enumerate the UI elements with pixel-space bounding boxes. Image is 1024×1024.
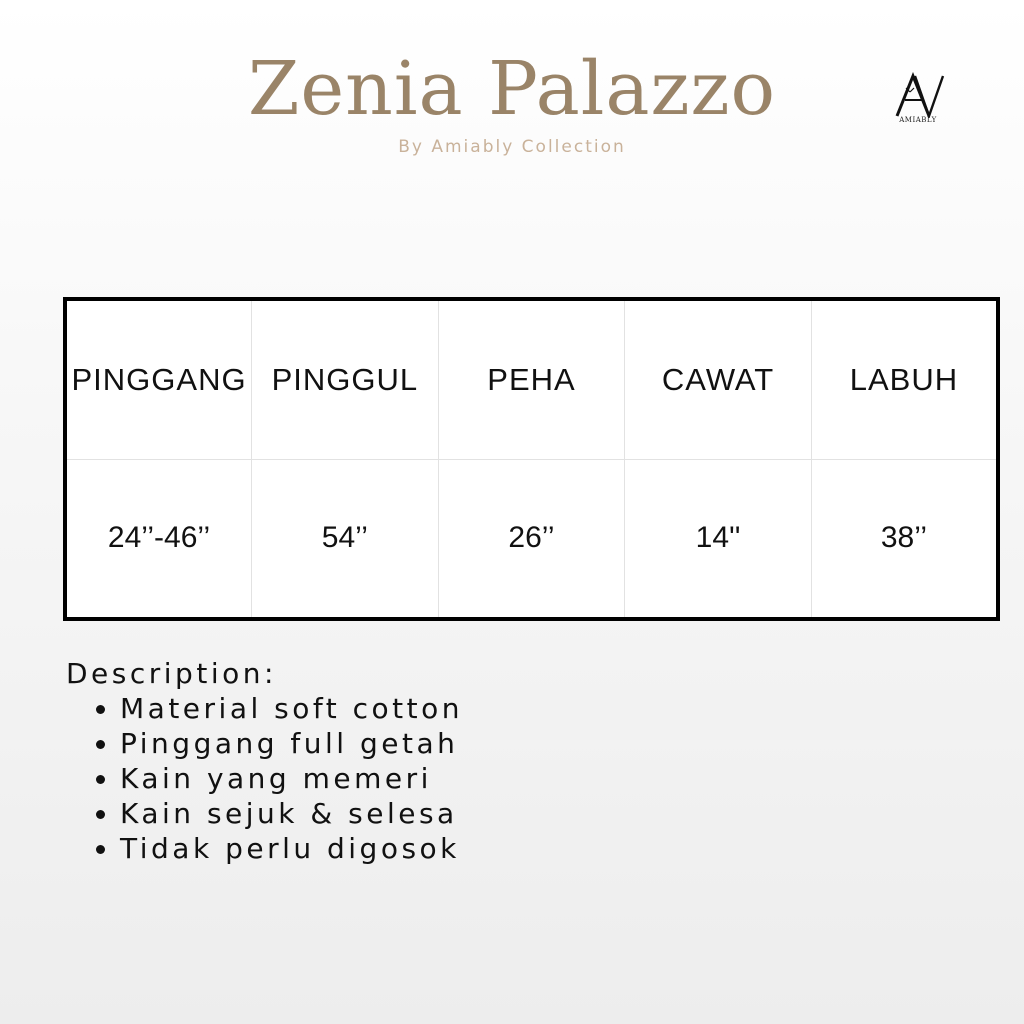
product-subtitle: By Amiably Collection [398, 137, 626, 157]
table-header-row [65, 299, 998, 459]
description-label: Description: [66, 657, 277, 690]
description-section [66, 656, 463, 866]
list-item: Pinggang full getah [120, 726, 463, 761]
header-cell-peha: PEHA [438, 299, 625, 459]
list-item: Kain yang memeri [120, 761, 463, 796]
list-item: Kain sejuk & selesa [120, 796, 463, 831]
header-cell-pinggul: PINGGUL [252, 299, 439, 459]
size-chart-table [63, 297, 1000, 621]
product-title: Zenia Palazzo [247, 46, 777, 132]
brand-logo-text: AMIABLY [899, 116, 937, 124]
description-list [66, 691, 463, 866]
header-cell-pinggang: PINGGANG [65, 299, 252, 459]
value-cell-cawat: 14'' [625, 459, 812, 619]
value-cell-pinggang: 24’’-46’’ [65, 459, 252, 619]
list-item: Material soft cotton [120, 692, 463, 725]
table-value-row [65, 459, 998, 619]
header-cell-cawat: CAWAT [625, 299, 812, 459]
list-item: Tidak perlu digosok [120, 831, 463, 866]
value-cell-labuh: 38’’ [811, 459, 998, 619]
header-cell-labuh: LABUH [811, 299, 998, 459]
value-cell-peha: 26’’ [438, 459, 625, 619]
value-cell-pinggul: 54’’ [252, 459, 439, 619]
